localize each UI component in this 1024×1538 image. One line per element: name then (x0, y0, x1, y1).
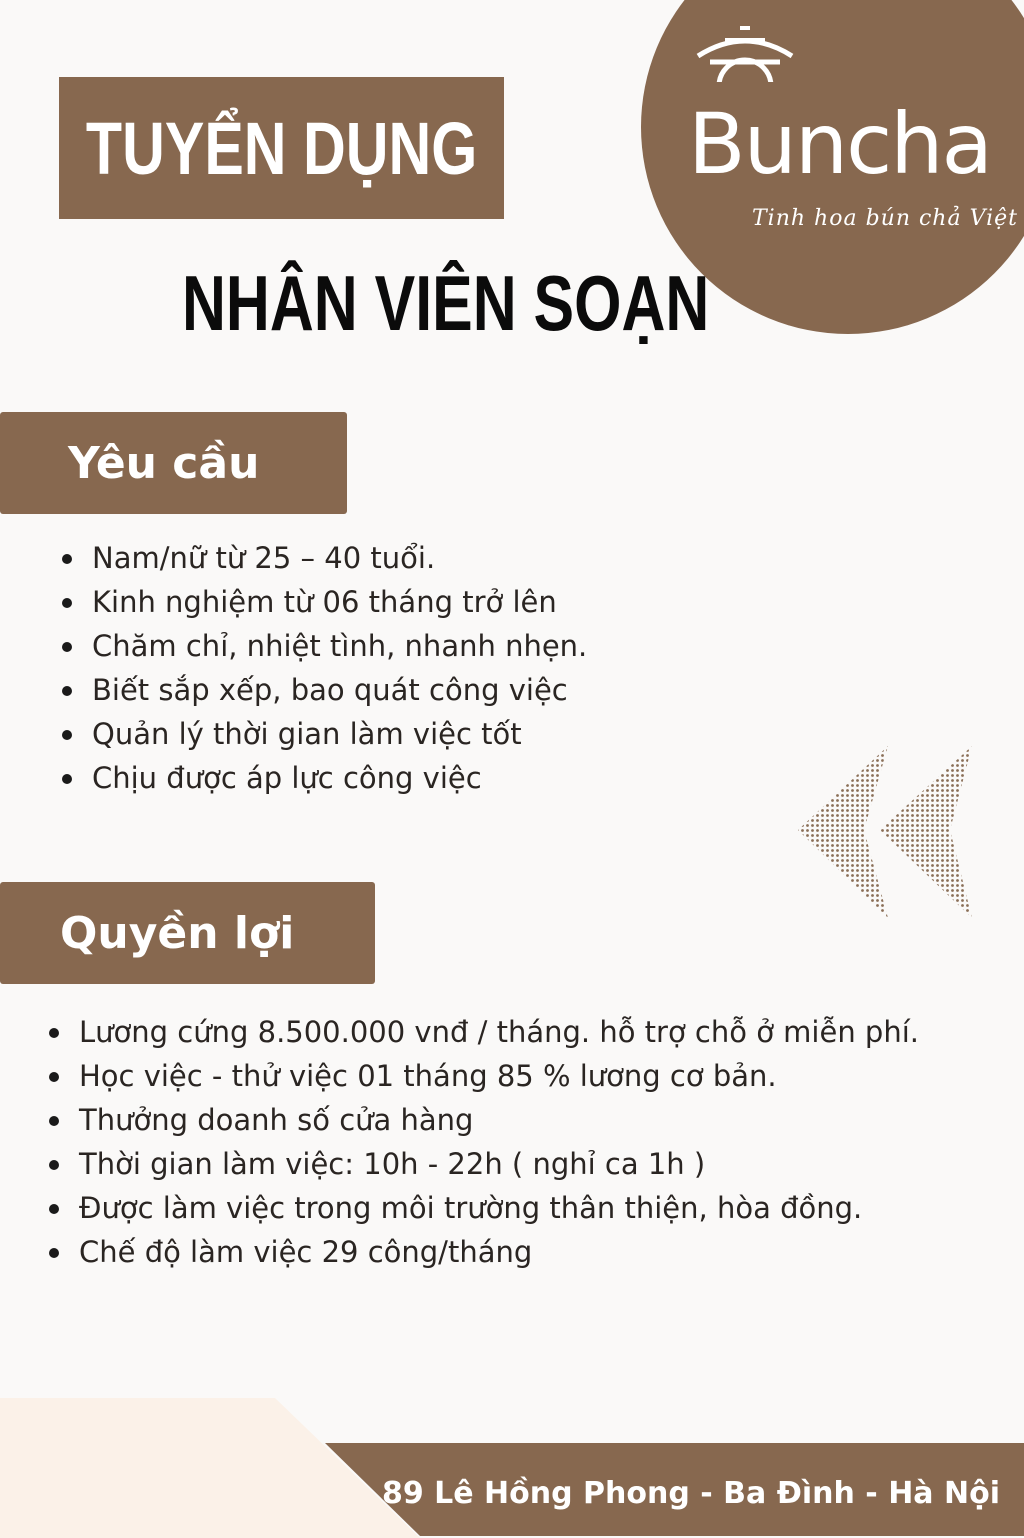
pagoda-roof-icon (690, 22, 800, 82)
logo-wordmark: Buncha (688, 95, 991, 193)
list-item: Được làm việc trong môi trường thân thiện, hòa đồng. (49, 1186, 919, 1230)
list-item: Học việc - thử việc 01 tháng 85 % lương cơ bản. (49, 1054, 919, 1098)
benefits-list (49, 1010, 919, 1274)
list-item: Quản lý thời gian làm việc tốt (62, 712, 587, 756)
footer-address: 89 Lê Hồng Phong - Ba Đình - Hà Nội (381, 1476, 1000, 1511)
benefits-title: Quyền lợi (60, 907, 295, 959)
requirements-header (0, 412, 347, 514)
logo-tagline: Tinh hoa bún chả Việt (752, 206, 1018, 231)
requirements-title: Yêu cầu (68, 437, 260, 489)
position-title: NHÂN VIÊN SOẠN (182, 259, 710, 347)
headline-banner (59, 77, 504, 219)
double-chevron-left-icon (790, 738, 990, 938)
list-item: Kinh nghiệm từ 06 tháng trở lên (62, 580, 587, 624)
list-item: Lương cứng 8.500.000 vnđ / tháng. hỗ trợ chỗ ở miễn phí. (49, 1010, 919, 1054)
list-item: Thời gian làm việc: 10h - 22h ( nghỉ ca 1h ) (49, 1142, 919, 1186)
list-item: Chế độ làm việc 29 công/tháng (49, 1230, 919, 1274)
list-item: Nam/nữ từ 25 – 40 tuổi. (62, 536, 587, 580)
list-item: Chịu được áp lực công việc (62, 756, 587, 800)
benefits-header (0, 882, 375, 984)
list-item: Biết sắp xếp, bao quát công việc (62, 668, 587, 712)
requirements-list (62, 536, 587, 800)
list-item: Thưởng doanh số cửa hàng (49, 1098, 919, 1142)
list-item: Chăm chỉ, nhiệt tình, nhanh nhẹn. (62, 624, 587, 668)
headline-title: TUYỂN DỤNG (85, 106, 478, 190)
